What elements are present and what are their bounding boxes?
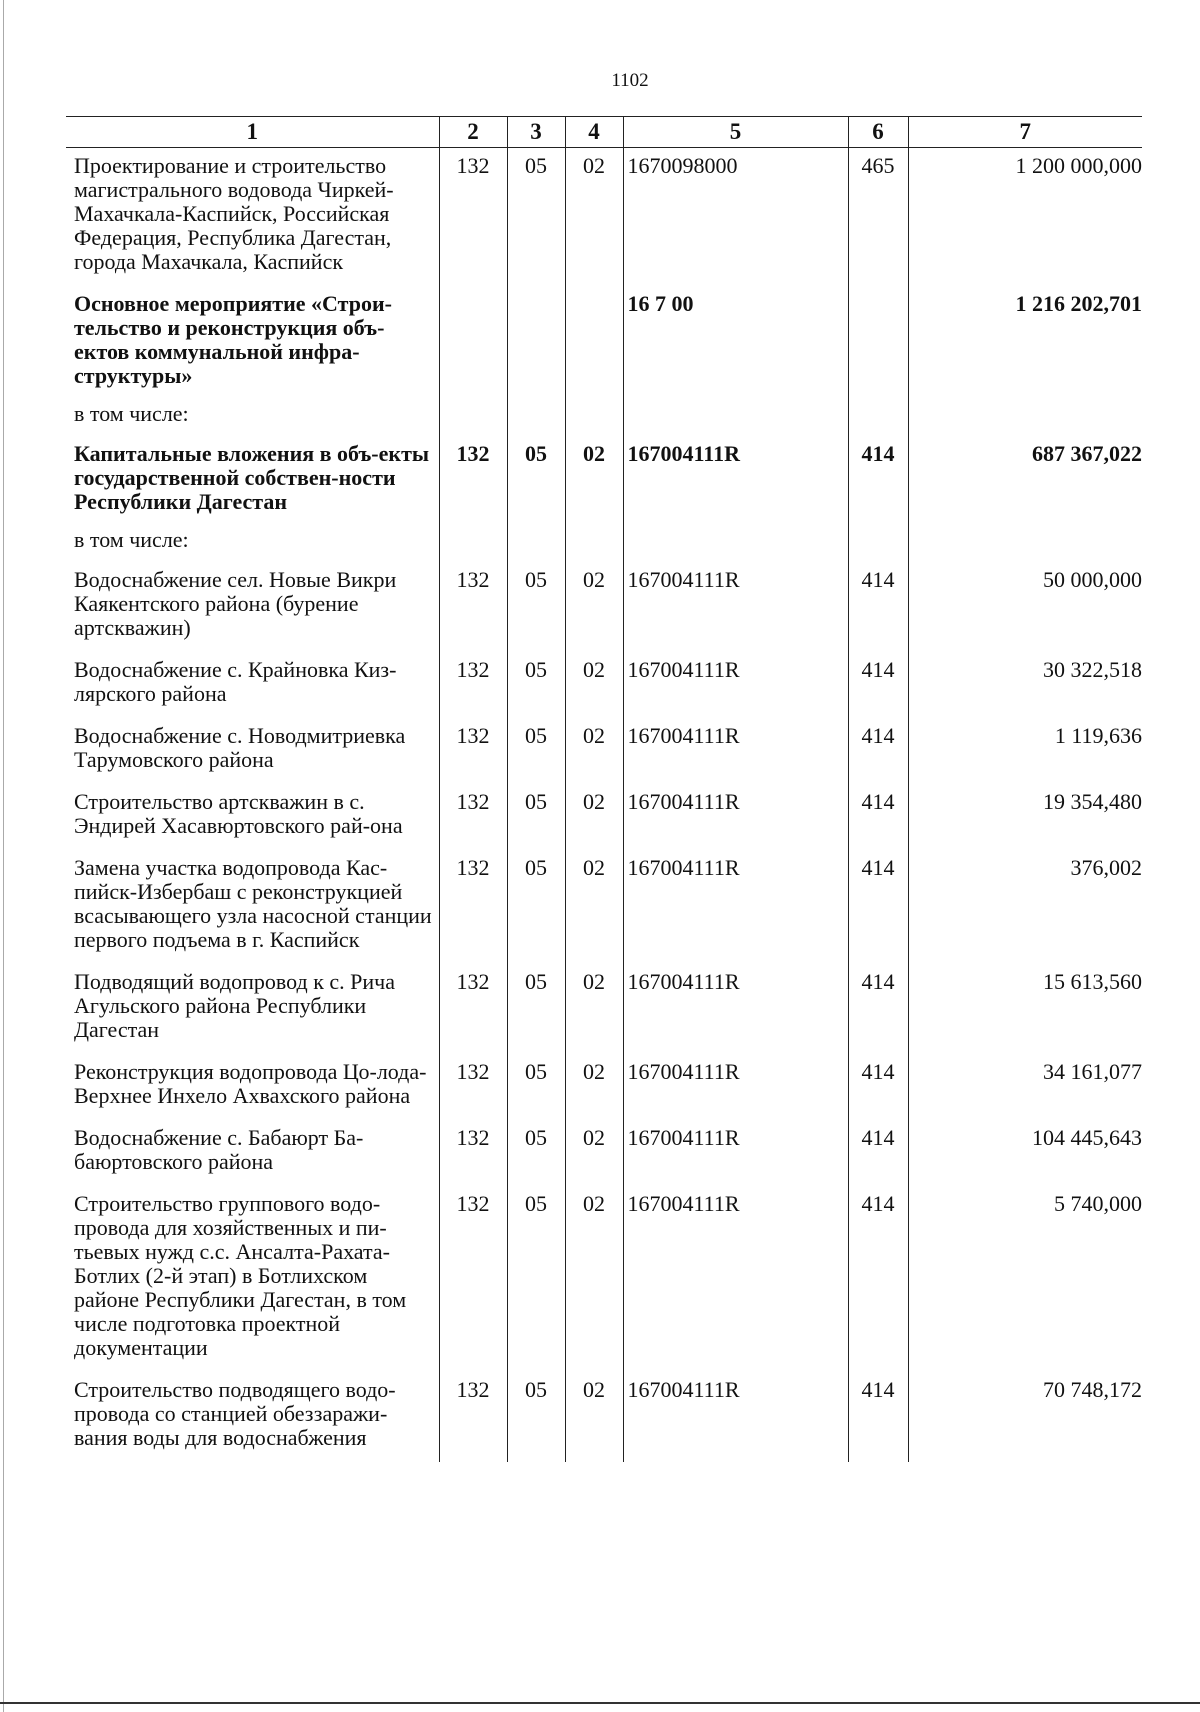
code-col-3: 05: [507, 1120, 565, 1186]
code-col-3: [507, 286, 565, 400]
code-col-4: 02: [565, 436, 623, 526]
item-name: Строительство артскважин в с. Эндирей Хасавюртовского рай-она: [74, 789, 403, 838]
table-row: [66, 562, 1142, 652]
table-row: [66, 526, 1142, 562]
item-name: Водоснабжение с. Бабаюрт Ба-баюртовского района: [74, 1125, 364, 1174]
expense-type-code: 414: [848, 1054, 908, 1120]
item-name: Замена участка водопровода Кас-пийск-Избербаш с реконструкцией всасывающего узла насосной станции первого подъема в г. Каспийск: [74, 855, 432, 952]
scan-bottom-edge: [0, 1702, 1200, 1704]
amount: 34 161,077: [908, 1054, 1142, 1120]
code-col-3: 05: [507, 1372, 565, 1462]
target-article-code: 167004111R: [623, 1120, 848, 1186]
code-col-2: [439, 526, 507, 562]
code-col-3: [507, 526, 565, 562]
code-col-2: 132: [439, 436, 507, 526]
target-article-code: 16 7 00: [623, 286, 848, 400]
table-row: [66, 1372, 1142, 1462]
target-article-code: 167004111R: [623, 964, 848, 1054]
code-col-3: 05: [507, 562, 565, 652]
amount: 5 740,000: [908, 1186, 1142, 1372]
table-body: [66, 148, 1142, 1463]
expense-type-code: 414: [848, 1186, 908, 1372]
table-row: [66, 652, 1142, 718]
column-header-2: 2: [439, 117, 507, 148]
column-header-1: 1: [246, 119, 258, 144]
item-name: Проектирование и строительство магистрального водовода Чиркей-Махачкала-Каспийск, Российская Федерация, Республика Дагестан, города Махачкала, Каспийск: [74, 153, 394, 274]
budget-table: [66, 116, 1142, 1462]
column-header-5: 5: [623, 117, 848, 148]
amount: 1 119,636: [908, 718, 1142, 784]
table-row: [66, 964, 1142, 1054]
item-name: Реконструкция водопровода Цо-лода-Верхнее Инхело Ахвахского района: [74, 1059, 427, 1108]
code-col-4: 02: [565, 784, 623, 850]
table-row: [66, 1054, 1142, 1120]
code-col-4: 02: [565, 148, 623, 287]
code-col-4: [565, 400, 623, 436]
code-col-3: 05: [507, 784, 565, 850]
table-row: [66, 1120, 1142, 1186]
table-row: [66, 850, 1142, 964]
code-col-4: 02: [565, 652, 623, 718]
item-name: Подводящий водопровод к с. Рича Агульского района Республики Дагестан: [74, 969, 396, 1042]
target-article-code: 167004111R: [623, 784, 848, 850]
table-row: [66, 436, 1142, 526]
column-header-4: 4: [565, 117, 623, 148]
amount: [908, 400, 1142, 436]
item-name: Основное мероприятие «Строи-тельство и реконструкция объ-ектов коммунальной инфра-структуры»: [74, 291, 392, 388]
code-col-2: 132: [439, 850, 507, 964]
table-row: [66, 148, 1142, 287]
expense-type-code: 414: [848, 964, 908, 1054]
code-col-3: [507, 400, 565, 436]
item-name: в том числе:: [74, 527, 189, 552]
expense-type-code: 465: [848, 148, 908, 287]
code-col-4: 02: [565, 718, 623, 784]
table-row: [66, 286, 1142, 400]
amount: 30 322,518: [908, 652, 1142, 718]
code-col-2: 132: [439, 1120, 507, 1186]
code-col-4: 02: [565, 964, 623, 1054]
code-col-2: 132: [439, 1054, 507, 1120]
code-col-2: 132: [439, 718, 507, 784]
code-col-2: 132: [439, 1372, 507, 1462]
amount: 104 445,643: [908, 1120, 1142, 1186]
target-article-code: [623, 526, 848, 562]
expense-type-code: [848, 400, 908, 436]
code-col-2: 132: [439, 964, 507, 1054]
code-col-2: 132: [439, 652, 507, 718]
target-article-code: 167004111R: [623, 1054, 848, 1120]
target-article-code: 167004111R: [623, 436, 848, 526]
code-col-2: 132: [439, 784, 507, 850]
target-article-code: 1670098000: [623, 148, 848, 287]
item-name: Строительство подводящего водо-провода со станцией обеззаражи-вания воды для водоснабжения: [74, 1377, 396, 1450]
amount: 70 748,172: [908, 1372, 1142, 1462]
code-col-2: [439, 400, 507, 436]
amount: 19 354,480: [908, 784, 1142, 850]
expense-type-code: 414: [848, 1120, 908, 1186]
code-col-4: 02: [565, 1186, 623, 1372]
code-col-4: 02: [565, 1120, 623, 1186]
code-col-2: 132: [439, 1186, 507, 1372]
item-name: Водоснабжение с. Новодмитриевка Тарумовского района: [74, 723, 406, 772]
table-row: [66, 400, 1142, 436]
header-row: [66, 117, 1142, 148]
item-name: Водоснабжение с. Крайновка Киз-лярского района: [74, 657, 397, 706]
amount: 1 216 202,701: [908, 286, 1142, 400]
amount: 50 000,000: [908, 562, 1142, 652]
table-row: [66, 718, 1142, 784]
amount: 1 200 000,000: [908, 148, 1142, 287]
code-col-4: 02: [565, 850, 623, 964]
expense-type-code: 414: [848, 562, 908, 652]
code-col-3: 05: [507, 718, 565, 784]
code-col-4: 02: [565, 1054, 623, 1120]
code-col-4: [565, 526, 623, 562]
item-name: Строительство группового водо-провода для хозяйственных и пи-тьевых нужд с.с. Ансалта-Рахата-Ботлих (2-й этап) в Ботлихском районе Республики Дагестан, в том числе подготовка проектной документации: [74, 1191, 407, 1360]
target-article-code: 167004111R: [623, 1372, 848, 1462]
table-row: [66, 784, 1142, 850]
code-col-4: 02: [565, 562, 623, 652]
code-col-3: 05: [507, 850, 565, 964]
target-article-code: 167004111R: [623, 562, 848, 652]
page-number: 1102: [611, 70, 649, 91]
code-col-3: 05: [507, 1054, 565, 1120]
code-col-2: [439, 286, 507, 400]
expense-type-code: 414: [848, 850, 908, 964]
target-article-code: 167004111R: [623, 652, 848, 718]
code-col-3: 05: [507, 964, 565, 1054]
amount: 376,002: [908, 850, 1142, 964]
page-edge-line: [3, 0, 4, 1712]
code-col-2: 132: [439, 148, 507, 287]
column-header-6: 6: [848, 117, 908, 148]
target-article-code: [623, 400, 848, 436]
table-row: [66, 1186, 1142, 1372]
target-article-code: 167004111R: [623, 718, 848, 784]
expense-type-code: [848, 526, 908, 562]
item-name: в том числе:: [74, 401, 189, 426]
code-col-3: 05: [507, 652, 565, 718]
amount: [908, 526, 1142, 562]
code-col-2: 132: [439, 562, 507, 652]
expense-type-code: 414: [848, 652, 908, 718]
target-article-code: 167004111R: [623, 1186, 848, 1372]
expense-type-code: 414: [848, 436, 908, 526]
code-col-4: 02: [565, 1372, 623, 1462]
amount: 687 367,022: [908, 436, 1142, 526]
column-header-3: 3: [507, 117, 565, 148]
expense-type-code: 414: [848, 718, 908, 784]
target-article-code: 167004111R: [623, 850, 848, 964]
code-col-3: 05: [507, 148, 565, 287]
code-col-3: 05: [507, 1186, 565, 1372]
expense-type-code: 414: [848, 784, 908, 850]
amount: 15 613,560: [908, 964, 1142, 1054]
item-name: Водоснабжение сел. Новые Викри Каякентского района (бурение артскважин): [74, 567, 397, 640]
code-col-3: 05: [507, 436, 565, 526]
expense-type-code: [848, 286, 908, 400]
column-header-7: 7: [908, 117, 1142, 148]
code-col-4: [565, 286, 623, 400]
expense-type-code: 414: [848, 1372, 908, 1462]
item-name: Капитальные вложения в объ-екты государственной собствен-ности Республики Дагестан: [74, 441, 430, 514]
